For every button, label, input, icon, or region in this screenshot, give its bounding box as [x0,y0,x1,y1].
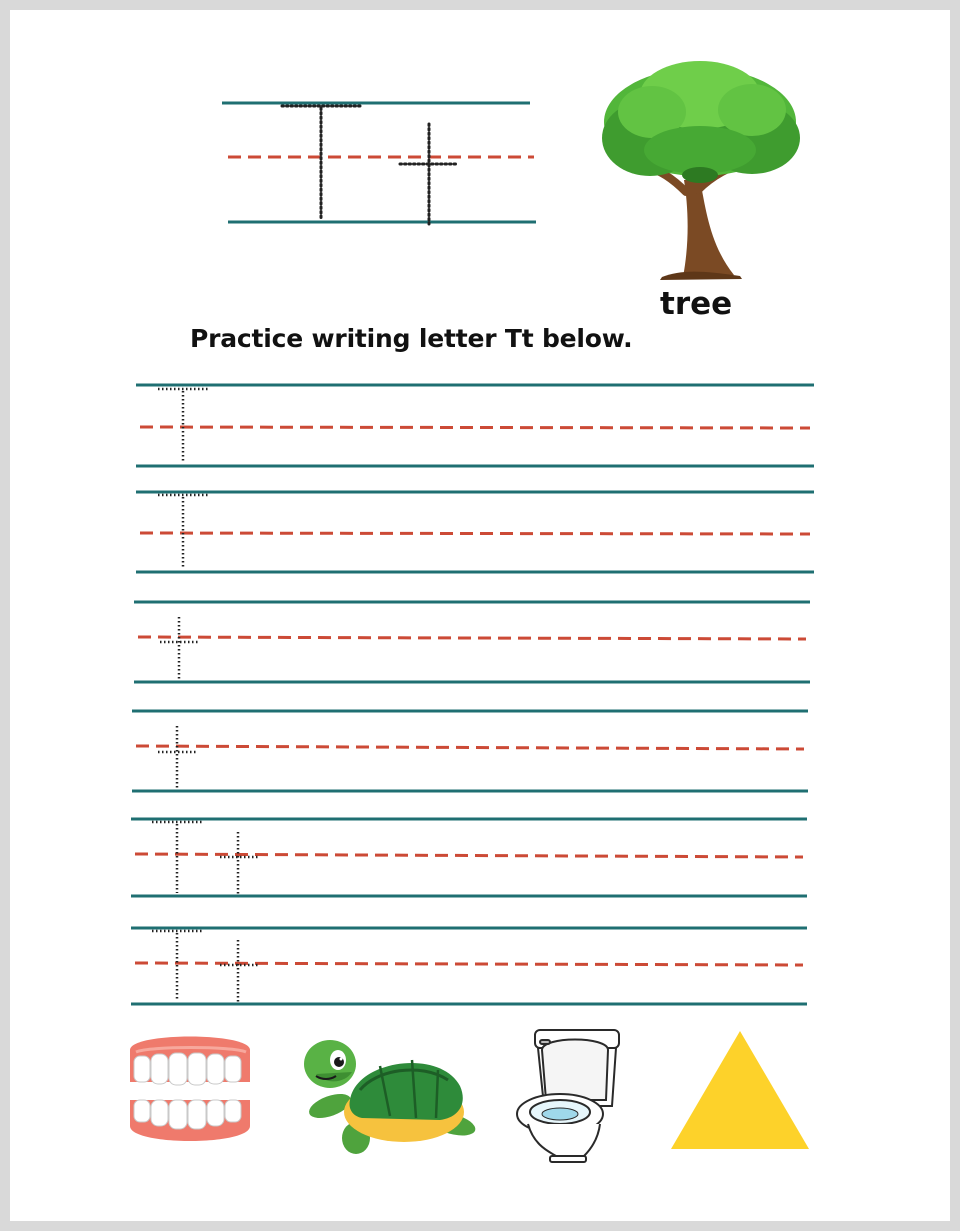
toilet-icon [517,1030,619,1162]
example-word: tree [660,286,733,322]
worksheet-instruction: Practice writing letter Tt below. [190,324,633,353]
practice-row[interactable] [134,602,810,682]
practice-row[interactable] [132,711,808,791]
teeth-icon [130,1037,250,1142]
practice-row[interactable] [136,492,814,572]
trace-letter [152,931,258,1002]
turtle-icon [304,1040,478,1154]
practice-row[interactable] [131,928,807,1004]
practice-row[interactable] [131,819,807,896]
trace-letter [152,822,258,894]
trace-letter [158,389,208,462]
worksheet-page [10,10,950,1221]
trace-letter [160,617,198,680]
practice-rows [131,385,814,1004]
trace-letter [158,495,208,568]
practice-row[interactable] [136,385,814,466]
worksheet-drawing [10,10,950,1221]
triangle-icon [671,1031,809,1149]
demo-letter-trace [282,106,458,224]
demo-handwriting-lines [222,103,536,222]
trace-letter [158,726,196,789]
tree-icon [602,61,800,280]
